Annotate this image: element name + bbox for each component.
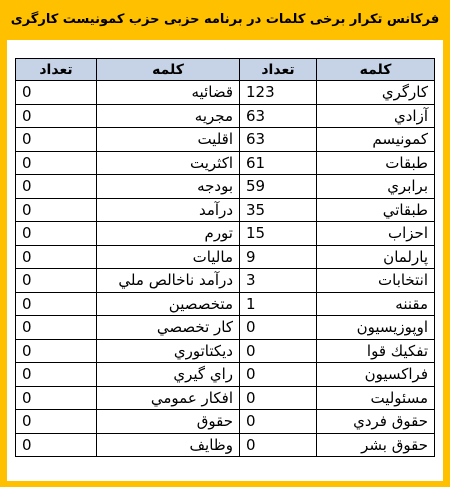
cell-count-2: 0: [16, 316, 97, 340]
cell-word-2: كار تخصصي: [97, 316, 240, 340]
header-count-2: تعداد: [16, 59, 97, 81]
cell-count-2: 0: [16, 339, 97, 363]
cell-word-2: اقليت: [97, 128, 240, 152]
cell-count-2: 0: [16, 222, 97, 246]
cell-word-1: آزادي: [317, 104, 435, 128]
table-row: [16, 198, 435, 222]
table-row: [16, 316, 435, 340]
cell-count-1: 3: [240, 269, 317, 293]
cell-word-1: تفكيك قوا: [317, 339, 435, 363]
cell-word-1: پارلمان: [317, 245, 435, 269]
cell-count-1: 9: [240, 245, 317, 269]
cell-count-1: 0: [240, 339, 317, 363]
table-row: [16, 104, 435, 128]
table-row: [16, 386, 435, 410]
table-row: [16, 128, 435, 152]
table-row: [16, 292, 435, 316]
frequency-table: [15, 58, 435, 457]
table-row: [16, 81, 435, 105]
cell-word-1: فراكسيون: [317, 363, 435, 387]
cell-word-1: انتخابات: [317, 269, 435, 293]
cell-word-2: درآمد: [97, 198, 240, 222]
cell-word-2: راي گيري: [97, 363, 240, 387]
cell-count-1: 0: [240, 363, 317, 387]
cell-word-2: متخصصين: [97, 292, 240, 316]
cell-word-2: مجريه: [97, 104, 240, 128]
table-row: [16, 269, 435, 293]
cell-count-1: 123: [240, 81, 317, 105]
cell-count-2: 0: [16, 81, 97, 105]
table-row: [16, 339, 435, 363]
cell-count-1: 1: [240, 292, 317, 316]
table-row: [16, 245, 435, 269]
cell-word-1: مسئوليت: [317, 386, 435, 410]
cell-count-2: 0: [16, 292, 97, 316]
cell-count-1: 63: [240, 128, 317, 152]
table-row: [16, 151, 435, 175]
table-row: [16, 363, 435, 387]
cell-count-1: 15: [240, 222, 317, 246]
header-word-2: كلمه: [97, 59, 240, 81]
cell-count-1: 0: [240, 316, 317, 340]
cell-word-1: حقوق بشر: [317, 433, 435, 457]
cell-count-1: 61: [240, 151, 317, 175]
cell-word-1: اوپوزيسيون: [317, 316, 435, 340]
cell-word-2: حقوق: [97, 410, 240, 434]
table-row: [16, 175, 435, 199]
cell-word-1: طبقاتي: [317, 198, 435, 222]
cell-word-2: اكثريت: [97, 151, 240, 175]
cell-word-2: افكار عمومي: [97, 386, 240, 410]
cell-word-2: وظايف: [97, 433, 240, 457]
cell-count-2: 0: [16, 245, 97, 269]
table-row: [16, 433, 435, 457]
cell-count-1: 35: [240, 198, 317, 222]
header-row: [16, 59, 435, 81]
header-count-1: تعداد: [240, 59, 317, 81]
cell-word-2: ديكتاتوري: [97, 339, 240, 363]
cell-count-1: 0: [240, 433, 317, 457]
cell-word-1: كارگري: [317, 81, 435, 105]
cell-count-2: 0: [16, 433, 97, 457]
table-panel: [7, 40, 443, 481]
cell-word-1: كمونيسم: [317, 128, 435, 152]
cell-count-1: 59: [240, 175, 317, 199]
cell-count-2: 0: [16, 386, 97, 410]
table-row: [16, 410, 435, 434]
cell-word-2: بودجه: [97, 175, 240, 199]
cell-count-2: 0: [16, 128, 97, 152]
cell-word-1: طبقات: [317, 151, 435, 175]
cell-word-2: ماليات: [97, 245, 240, 269]
cell-count-1: 0: [240, 386, 317, 410]
cell-word-1: حقوق فردي: [317, 410, 435, 434]
cell-count-2: 0: [16, 104, 97, 128]
cell-count-2: 0: [16, 410, 97, 434]
cell-word-1: برابري: [317, 175, 435, 199]
cell-count-2: 0: [16, 363, 97, 387]
cell-count-2: 0: [16, 151, 97, 175]
cell-word-2: قضائيه: [97, 81, 240, 105]
table-row: [16, 222, 435, 246]
cell-word-1: مقننه: [317, 292, 435, 316]
header-word-1: كلمه: [317, 59, 435, 81]
cell-word-1: احزاب: [317, 222, 435, 246]
cell-count-1: 0: [240, 410, 317, 434]
cell-word-2: تورم: [97, 222, 240, 246]
cell-count-2: 0: [16, 175, 97, 199]
cell-word-2: درآمد ناخالص ملي: [97, 269, 240, 293]
cell-count-2: 0: [16, 269, 97, 293]
cell-count-2: 0: [16, 198, 97, 222]
page-title: فركانس تكرار برخی كلمات در برنامه حزبی حزب كمونيست كارگری: [10, 12, 440, 27]
cell-count-1: 63: [240, 104, 317, 128]
